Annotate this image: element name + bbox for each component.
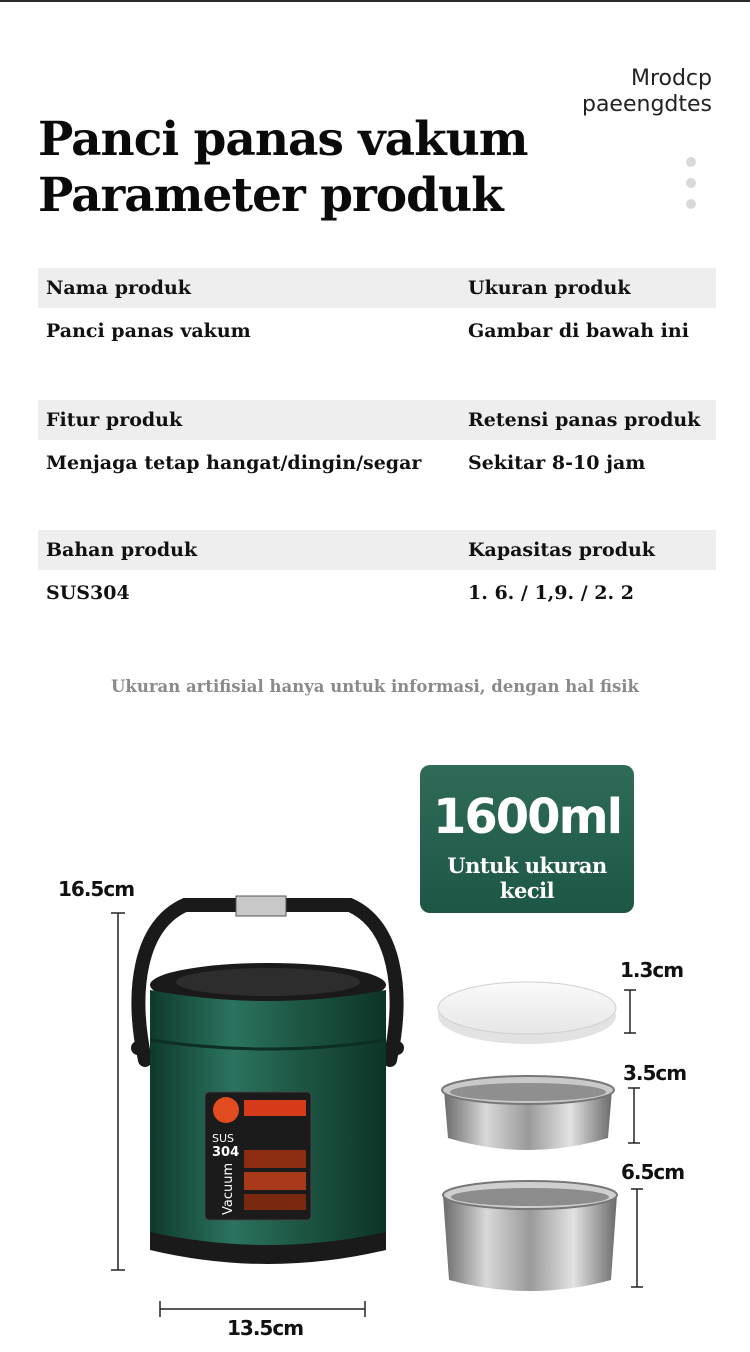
top-tray-dimension: 3.5cm [623, 1061, 687, 1085]
food-container-image [131, 896, 404, 1264]
title-line1: Panci panas vakum [38, 112, 528, 167]
lid-ruler [624, 990, 636, 1033]
capacity-value: 1600ml [432, 789, 622, 845]
bottom-pot-ruler [631, 1189, 643, 1287]
height-dimension: 16.5cm [58, 877, 135, 901]
bottom-pot-image [443, 1181, 617, 1291]
spec-value-name: Panci panas vakum [46, 320, 251, 342]
title-line2: Parameter produk [38, 168, 503, 223]
label-model-text: 304 [212, 1145, 240, 1160]
label-brand-text: SUS [212, 1132, 235, 1145]
spec-header-feature: Fitur produk [46, 409, 183, 431]
spec-value-feature: Menjaga tetap hangat/dingin/segar [46, 452, 422, 474]
spec-header-name: Nama produk [46, 277, 191, 299]
top-tray-image [442, 1076, 614, 1150]
height-ruler [111, 913, 125, 1270]
corner-label-line2: paeengdtes [581, 92, 712, 117]
lid-image [438, 982, 616, 1044]
width-ruler [160, 1301, 365, 1317]
corner-label-line1: Mrodcp [630, 66, 712, 91]
spec-header-material: Bahan produk [46, 539, 198, 561]
spec-value-retention: Sekitar 8-10 jam [468, 452, 646, 474]
spec-value-material: SUS304 [46, 582, 130, 604]
lid-dimension: 1.3cm [620, 958, 684, 982]
capacity-caption: Untuk ukuran kecil [447, 853, 607, 903]
spec-value-size: Gambar di bawah ini [468, 320, 689, 342]
label-vertical-text: Vacuum [221, 1162, 236, 1215]
top-tray-ruler [628, 1088, 640, 1143]
disclaimer-note: Ukuran artifisial hanya untuk informasi, dengan hal fisik [111, 677, 639, 696]
spec-value-capacity: 1. 6. / 1,9. / 2. 2 [468, 582, 634, 604]
width-dimension: 13.5cm [227, 1316, 304, 1340]
spec-header-retention: Retensi panas produk [468, 409, 701, 431]
spec-header-size: Ukuran produk [468, 277, 631, 299]
bottom-pot-dimension: 6.5cm [621, 1160, 685, 1184]
spec-header-capacity: Kapasitas produk [468, 539, 655, 561]
